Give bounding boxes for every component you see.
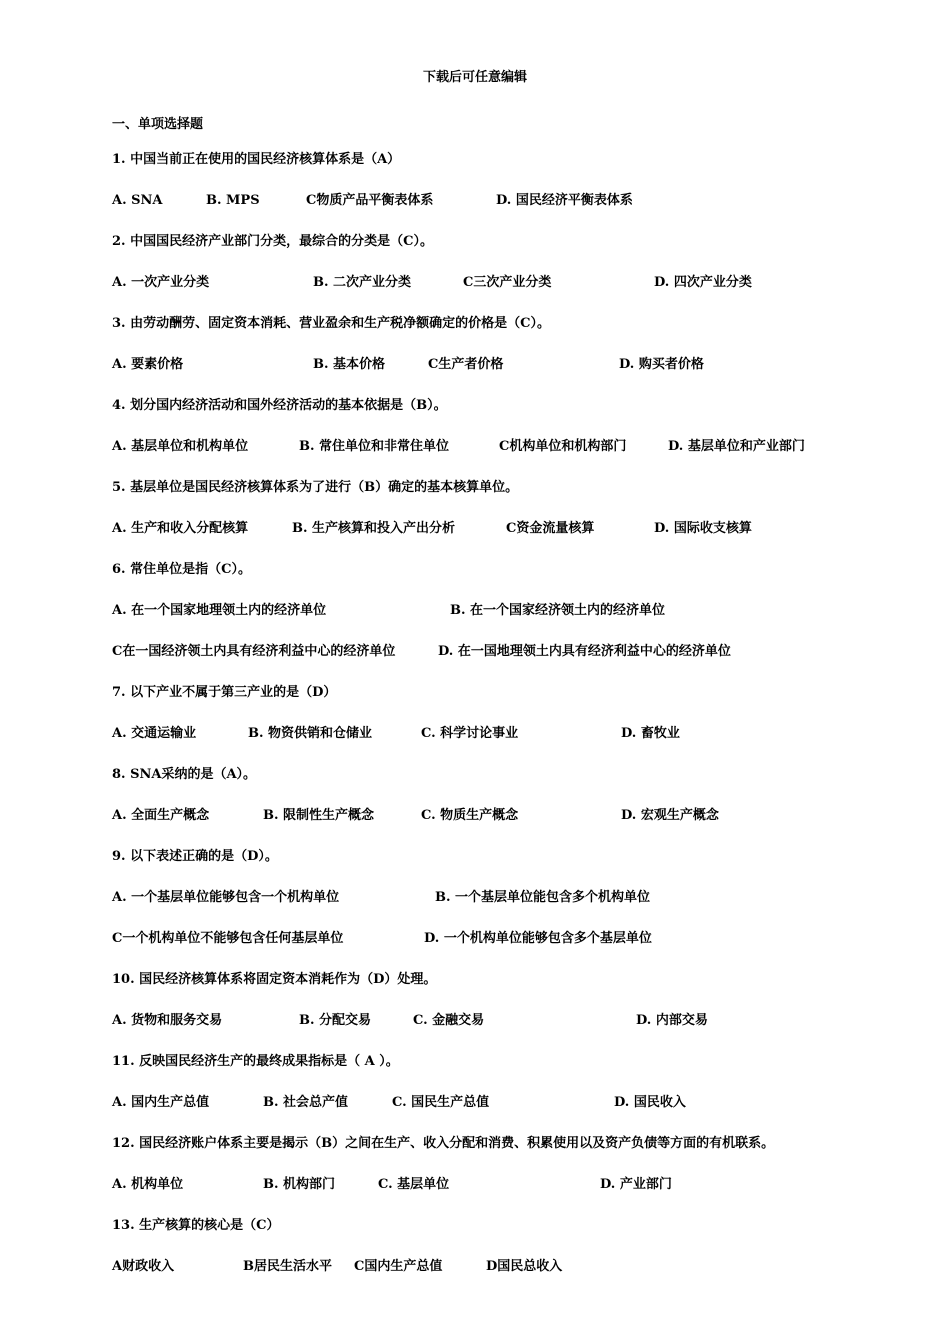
option-a: A. 基层单位和机构单位: [112, 439, 249, 454]
question-3: 3. 由劳动酬劳、固定资本消耗、营业盈余和生产税净额确定的价格是（C）。: [112, 316, 550, 331]
option-c: C三次产业分类: [463, 275, 552, 290]
question-1: 1. 中国当前正在使用的国民经济核算体系是（A）: [112, 152, 401, 167]
option-c: C一个机构单位不能够包含任何基层单位: [112, 931, 344, 946]
option-a: A. 一次产业分类: [112, 275, 210, 290]
question-2: 2. 中国国民经济产业部门分类，最综合的分类是（C）。: [112, 234, 433, 249]
option-b: B. 常住单位和非常住单位: [299, 439, 450, 454]
question-10: 10. 国民经济核算体系将固定资本消耗作为（D）处理。: [112, 972, 437, 987]
option-d: D. 内部交易: [636, 1013, 708, 1028]
option-c: C资金流量核算: [506, 521, 595, 536]
option-b: B. 二次产业分类: [313, 275, 412, 290]
option-a: A财政收入: [112, 1259, 175, 1274]
option-d: D. 购买者价格: [619, 357, 704, 372]
question-4: 4. 划分国内经济活动和国外经济活动的基本依据是（B）。: [112, 398, 447, 413]
option-d: D. 基层单位和产业部门: [668, 439, 805, 454]
question-9: 9. 以下表述正确的是（D）。: [112, 849, 278, 864]
option-a: A. SNA: [112, 193, 163, 208]
option-c: C. 基层单位: [378, 1177, 450, 1192]
option-b: B. 物资供销和仓储业: [248, 726, 373, 741]
option-a: A. 货物和服务交易: [112, 1013, 223, 1028]
option-b: B. 基本价格: [313, 357, 386, 372]
question-7: 7. 以下产业不属于第三产业的是（D）: [112, 685, 337, 700]
option-c: C. 金融交易: [413, 1013, 485, 1028]
option-a: A. 生产和收入分配核算: [112, 521, 249, 536]
option-c: C机构单位和机构部门: [499, 439, 627, 454]
section-title: 一、单项选择题: [112, 117, 204, 132]
option-b: B. MPS: [206, 193, 260, 208]
question-13: 13. 生产核算的核心是（C）: [112, 1218, 280, 1233]
option-c: C. 国民生产总值: [392, 1095, 490, 1110]
option-c: C. 物质生产概念: [421, 808, 519, 823]
option-d: D. 一个机构单位能够包含多个基层单位: [424, 931, 652, 946]
question-12: 12. 国民经济账户体系主要是揭示（B）之间在生产、收入分配和消费、积累使用以及资产负债等方面的有机联系。: [112, 1136, 775, 1151]
option-b: B. 生产核算和投入产出分析: [292, 521, 456, 536]
option-d: D国民总收入: [486, 1259, 563, 1274]
option-b: B. 一个基层单位能包含多个机构单位: [435, 890, 651, 905]
option-a: A. 要素价格: [112, 357, 184, 372]
option-d: D. 国民收入: [614, 1095, 686, 1110]
option-b: B居民生活水平: [243, 1259, 332, 1274]
option-b: B. 分配交易: [299, 1013, 372, 1028]
option-b: B. 在一个国家经济领土内的经济单位: [450, 603, 666, 618]
option-a: A. 一个基层单位能够包含一个机构单位: [112, 890, 340, 905]
option-d: D. 产业部门: [600, 1177, 672, 1192]
option-d: D. 畜牧业: [621, 726, 680, 741]
page-header: 下载后可任意编辑: [422, 70, 527, 85]
option-a: A. 在一个国家地理领土内的经济单位: [112, 603, 327, 618]
option-a: A. 全面生产概念: [112, 808, 210, 823]
question-8: 8. SNA采纳的是（A）。: [112, 767, 257, 782]
option-d: D. 宏观生产概念: [621, 808, 719, 823]
option-d: D. 国际收支核算: [654, 521, 752, 536]
question-5: 5. 基层单位是国民经济核算体系为了进行（B）确定的基本核算单位。: [112, 480, 519, 495]
option-b: B. 社会总产值: [263, 1095, 349, 1110]
option-a: A. 交通运输业: [112, 726, 197, 741]
option-b: B. 限制性生产概念: [263, 808, 375, 823]
option-a: A. 国内生产总值: [112, 1095, 210, 1110]
option-b: B. 机构部门: [263, 1177, 336, 1192]
option-d: D. 在一国地理领土内具有经济利益中心的经济单位: [438, 644, 731, 659]
option-c: C在一国经济领土内具有经济利益中心的经济单位: [112, 644, 396, 659]
option-c: C物质产品平衡表体系: [306, 193, 434, 208]
option-c: C国内生产总值: [354, 1259, 443, 1274]
option-a: A. 机构单位: [112, 1177, 184, 1192]
question-6: 6. 常住单位是指（C）。: [112, 562, 251, 577]
option-c: C. 科学讨论事业: [421, 726, 519, 741]
option-c: C生产者价格: [428, 357, 504, 372]
option-d: D. 四次产业分类: [654, 275, 752, 290]
option-d: D. 国民经济平衡表体系: [496, 193, 633, 208]
question-11: 11. 反映国民经济生产的最终成果指标是（ A ）。: [112, 1054, 399, 1069]
